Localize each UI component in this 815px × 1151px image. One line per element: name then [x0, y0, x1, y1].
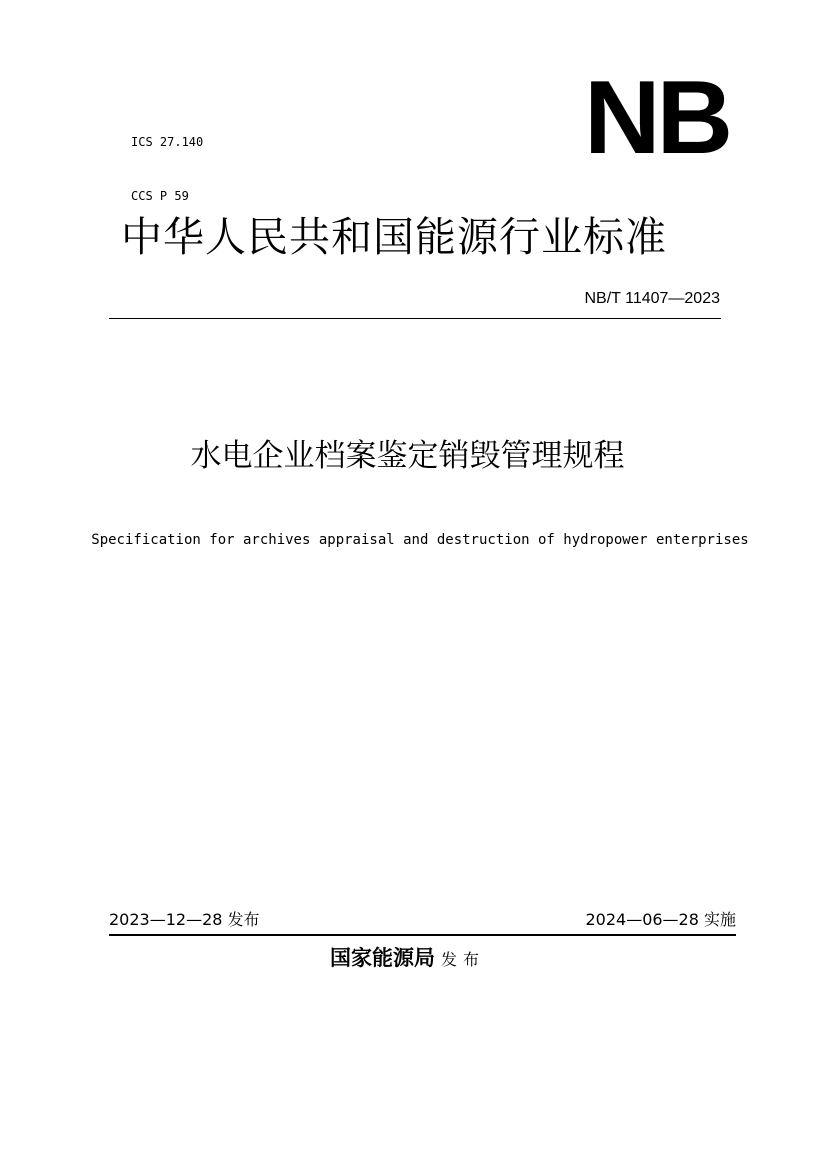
- standard-category-title: 中华人民共和国能源行业标准: [121, 213, 667, 261]
- issue-date: 2023—12—28 发布: [109, 910, 260, 929]
- ics-code: ICS 27.140: [131, 135, 204, 149]
- implementation-date: 2024—06—28 实施: [585, 910, 736, 929]
- classification-codes: [131, 97, 203, 223]
- issuer-name: 国家能源局: [329, 946, 435, 970]
- ccs-code: CCS P 59: [131, 189, 189, 203]
- document-title-en: Specification for archives appraisal and destruction of hydropower enterprises: [91, 532, 749, 548]
- document-title-cn: 水电企业档案鉴定销毁管理规程: [190, 438, 625, 474]
- issued-label: 发布: [440, 950, 485, 969]
- nb-logo: NB: [584, 60, 730, 176]
- standard-number: NB/T 11407—2023: [584, 290, 720, 307]
- bottom-divider: [109, 934, 736, 936]
- issuer-line: [0, 943, 815, 975]
- top-divider: [109, 318, 721, 319]
